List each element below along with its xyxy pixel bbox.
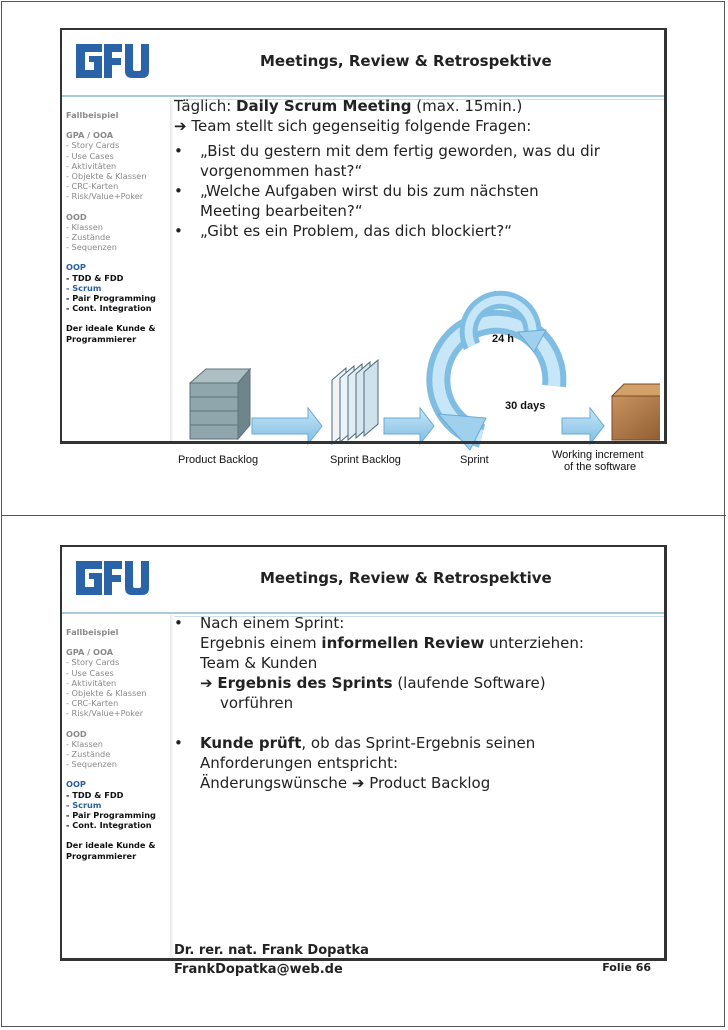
sidebar-item-gpa-ooa: GPA / OOA — [66, 130, 114, 141]
right-arrow-icon: ➔ — [200, 674, 213, 692]
arrow-line: ➔ Ergebnis des Sprints (laufende Software) — [200, 674, 546, 692]
right-arrow-icon: ➔ — [174, 117, 187, 135]
bullet-continuation: vorgenommen hast?“ — [200, 162, 363, 180]
sidebar-item-objekte-klassen: - Objekte & Klassen — [66, 171, 147, 182]
gfu-logo — [68, 38, 153, 84]
bullet-continuation: Änderungswünsche ➔ Product Backlog — [200, 774, 491, 792]
sidebar-item-programmierer: Programmierer — [66, 850, 137, 861]
bullet-continuation: Meeting bearbeiten?“ — [200, 202, 363, 220]
sidebar-item-story-cards: - Story Cards — [66, 657, 120, 668]
sidebar-item-sequenzen: - Sequenzen — [66, 759, 117, 770]
sidebar-item-aktivitaeten: - Aktivitäten — [66, 160, 117, 171]
sidebar-item-cont-integration: - Cont. Integration — [66, 303, 152, 314]
sidebar-item-pair-programming: - Pair Programming — [66, 810, 156, 821]
sidebar-item-ood: OOD — [66, 211, 87, 222]
sidebar-item-risk-value-poker: - Risk/Value+Poker — [66, 191, 144, 202]
sidebar-item-ideale-kunde: Der ideale Kunde & — [66, 323, 156, 334]
sidebar-item-fallbeispiel: Fallbeispiel — [66, 110, 119, 120]
sprint-backlog-label: Sprint Backlog — [330, 454, 401, 466]
intro-emphasis: Daily Scrum Meeting — [236, 97, 412, 115]
author-name: Dr. rer. nat. Frank Dopatka — [174, 943, 369, 958]
sidebar-item-objekte-klassen: - Objekte & Klassen — [66, 688, 147, 699]
sidebar-item-ood: OOD — [66, 728, 87, 739]
sidebar-item-tdd-fdd: - TDD & FDD — [66, 789, 124, 800]
bullet-item: • „Bist du gestern mit dem fertig geworden, was du dir — [174, 142, 600, 160]
sidebar-nav — [66, 110, 170, 344]
sidebar-nav — [66, 627, 170, 861]
flow-arrow — [562, 408, 604, 444]
flow-arrow — [252, 408, 322, 444]
sprint-backlog-sheets — [332, 360, 378, 444]
slide-content — [174, 96, 655, 241]
bullet-icon: • — [174, 222, 183, 240]
customer-emphasis: Kunde prüft — [200, 734, 302, 752]
bullet-continuation: Team & Kunden — [200, 654, 318, 672]
slide-title: Meetings, Review & Retrospektive — [260, 52, 552, 70]
sidebar-item-crc-karten: - CRC-Karten — [66, 698, 119, 709]
sidebar-item-zustaende: - Zustände — [66, 232, 111, 243]
sidebar-item-crc-karten: - CRC-Karten — [66, 181, 119, 192]
sidebar-item-scrum: - Scrum — [66, 799, 102, 810]
increment-label-line-2: of the software — [564, 461, 637, 473]
page-divider — [1, 515, 726, 516]
sidebar-item-use-cases: - Use Cases — [66, 150, 114, 161]
sprint-label: Sprint — [460, 454, 489, 466]
right-arrow-icon: ➔ — [351, 774, 365, 792]
sidebar-item-aktivitaeten: - Aktivitäten — [66, 677, 117, 688]
bullet-continuation: Anforderungen entspricht: — [200, 754, 399, 772]
flow-arrow — [384, 408, 434, 444]
sidebar-item-oop: OOP — [66, 262, 86, 273]
sidebar-item-tdd-fdd: - TDD & FDD — [66, 272, 124, 283]
cycle-30-days-label: 30 days — [505, 400, 546, 412]
sidebar-item-risk-value-poker: - Risk/Value+Poker — [66, 708, 144, 719]
bullet-continuation: vorführen — [220, 694, 294, 712]
sidebar-item-pair-programming: - Pair Programming — [66, 293, 156, 304]
slide-2 — [60, 545, 667, 977]
bullet-item: • Nach einem Sprint: — [174, 614, 345, 632]
sidebar-item-story-cards: - Story Cards — [66, 140, 120, 151]
bullet-item: • Kunde prüft, ob das Sprint-Ergebnis seinen — [174, 734, 536, 752]
footer-author-block — [174, 941, 369, 979]
bullet-item: • „Gibt es ein Problem, das dich blockiert?“ — [174, 222, 513, 240]
bullet-item: • „Welche Aufgaben wirst du bis zum nächsten — [174, 182, 539, 200]
slide-content — [174, 613, 655, 793]
slide-1 — [60, 28, 667, 473]
cycle-24h-label: 24 h — [492, 333, 515, 345]
bullet-icon: • — [174, 182, 183, 200]
slide-title: Meetings, Review & Retrospektive — [260, 569, 552, 587]
slide-number: Folie 66 — [602, 961, 651, 974]
arrow-line: ➔ Team stellt sich gegenseitig folgende Fragen: — [174, 117, 532, 135]
sidebar-item-klassen: - Klassen — [66, 221, 103, 232]
bullet-icon: • — [174, 142, 183, 160]
sidebar-item-klassen: - Klassen — [66, 738, 103, 749]
sidebar-item-fallbeispiel: Fallbeispiel — [66, 627, 119, 637]
sidebar-item-gpa-ooa: GPA / OOA — [66, 647, 114, 658]
sidebar-item-use-cases: - Use Cases — [66, 667, 114, 678]
sidebar-item-cont-integration: - Cont. Integration — [66, 820, 152, 831]
sidebar-item-zustaende: - Zustände — [66, 749, 111, 760]
author-email: FrankDopatka@web.de — [174, 962, 343, 977]
bullet-icon: • — [174, 734, 183, 752]
sidebar-item-programmierer: Programmierer — [66, 333, 137, 344]
result-emphasis: Ergebnis des Sprints — [217, 674, 393, 692]
gfu-logo — [68, 555, 153, 601]
product-backlog-label: Product Backlog — [178, 454, 259, 466]
sidebar-item-scrum: - Scrum — [66, 282, 102, 293]
bullet-continuation: Ergebnis einem informellen Review unterziehen: — [200, 634, 584, 652]
intro-line: Täglich: Daily Scrum Meeting (max. 15min.) — [174, 97, 523, 115]
bullet-icon: • — [174, 614, 183, 632]
scrum-process-diagram — [170, 268, 660, 478]
sidebar-item-sequenzen: - Sequenzen — [66, 242, 117, 253]
review-emphasis: informellen Review — [321, 634, 485, 652]
sidebar-item-oop: OOP — [66, 779, 86, 790]
increment-label-line-1: Working increment — [552, 449, 644, 461]
product-backlog-stack — [190, 369, 250, 439]
software-increment-box — [612, 384, 660, 440]
sidebar-item-ideale-kunde: Der ideale Kunde & — [66, 840, 156, 851]
